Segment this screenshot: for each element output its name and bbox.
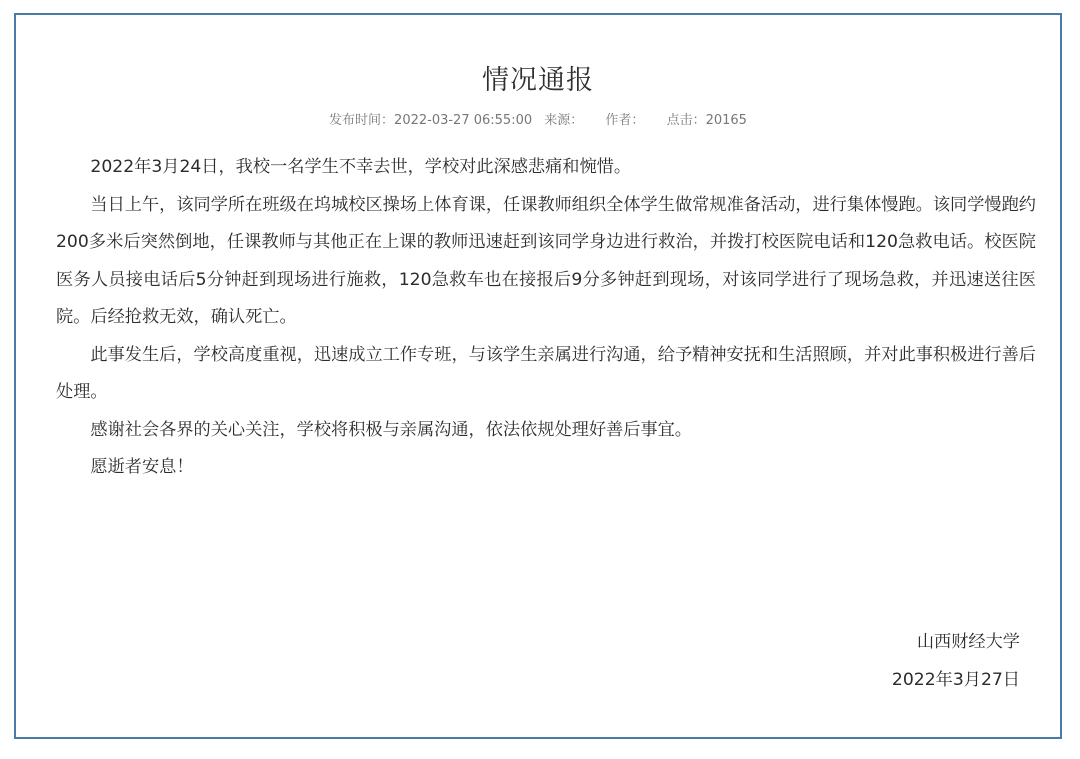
author-label: 作者： [605,113,645,128]
article-meta [16,111,1060,131]
signature-block [892,624,1020,699]
page-title: 情况通报 [482,65,594,96]
notice-frame [14,13,1062,739]
signature-date: 2022年3月27日 [891,669,1020,690]
paragraph-announcement: 2022年3月24日，我校一名学生不幸去世，学校对此深感悲痛和惋惜。 [90,157,632,177]
source-label: 来源： [544,113,584,128]
clicks-label: 点击： [666,113,706,128]
article-body [56,149,1036,487]
signature-organization: 山西财经大学 [916,632,1020,652]
paragraph-condolence: 愿逝者安息！ [90,457,194,477]
publish-time-label: 发布时间： [329,113,395,128]
publish-time-value: 2022-03-27 06:55:00 [394,113,533,128]
paragraph-incident-details: 当日上午，该同学所在班级在坞城校区操场上体育课，任课教师组织全体学生做常规准备活动，进行集体慢跑。该同学慢跑约200多米后突然倒地，任课教师与其他正在上课的教师迅速赶到该同学身边进行救治，并拨打校医院电话和120急救电话。校医院医务人员接电话后5分钟赶到现场进行施救，120急救车也在接报后9分多钟赶到现场，对该同学进行了现场急救，并迅速送往医院。后经抢救无效，确认死亡。 [56,194,1036,327]
paragraph-thanks: 感谢社会各界的关心关注，学校将积极与亲属沟通，依法依规处理好善后事宜。 [90,419,692,440]
clicks-value: 20165 [705,113,747,128]
paragraph-school-response: 此事发生后，学校高度重视，迅速成立工作专班，与该学生亲属进行沟通，给予精神安抚和生活照顾，并对此事积极进行善后处理。 [56,344,1036,402]
